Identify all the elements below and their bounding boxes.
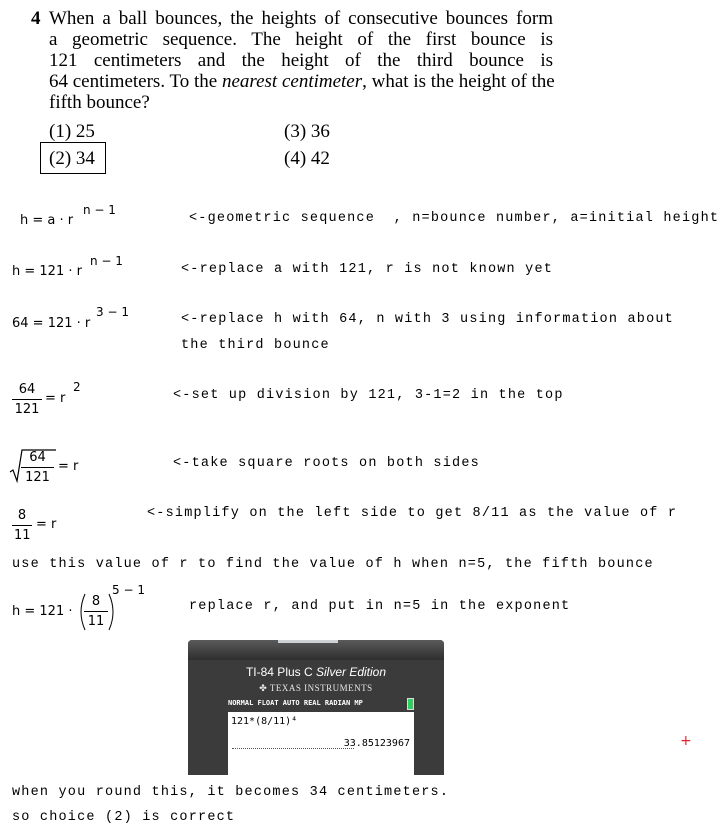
step4-numerator: 64 [18,382,36,397]
question-line-1: When a ball bounces, the heights of consecutive bounces form [49,8,553,29]
step8-denominator: 11 [87,614,105,629]
step4-rhs: = r [45,391,66,406]
step5-numerator: 64 [29,450,46,465]
question-line-3: 121 centimeters and the height of the third bounce is [49,50,553,71]
question-line-2: a geometric sequence. The height of the first bounce is [49,29,553,50]
step6-rhs: = r [36,517,57,532]
step2-note: <-replace a with 121, r is not known yet [181,262,554,277]
step5-rhs: = r [58,459,79,474]
choice-1: (1) 25 [49,121,95,142]
step8-exponent: 5 − 1 [112,583,145,597]
step6-denominator: 11 [14,528,31,543]
question-line-4: 64 centimeters. To the nearest centimeter, what is the height of the [49,71,555,92]
step5-denominator: 121 [25,470,50,485]
choice-2: (2) 34 [49,148,95,169]
step7-text: use this value of r to find the value of h when n=5, the fifth bounce [12,557,654,572]
step3-equation: 64 = 121 · r [12,316,91,331]
step2-equation: h = 121 · r [12,264,82,279]
step4-exponent: 2 [73,380,81,394]
step4-fraction [12,382,42,417]
step1-exponent: n − 1 [83,203,116,217]
final-line-2: so choice (2) is correct [12,810,236,825]
result-leader-dots [232,748,354,749]
step6-fraction [12,508,32,543]
plus-marker-icon: + [680,733,692,749]
calculator-status-bar: NORMAL FLOAT AUTO REAL RADIAN MP [228,699,363,707]
question-line-5: fifth bounce? [49,92,150,113]
choice-3: (3) 36 [284,121,330,142]
step1-note: <-geometric sequence , n=bounce number, a=initial height [189,211,720,226]
calculator-top-edge [278,640,338,643]
step2-exponent: n − 1 [90,254,123,268]
calculator-bezel [188,640,444,660]
step8-note: replace r, and put in n=5 in the exponent [189,599,571,614]
calculator-screenshot [188,640,444,775]
step4-note: <-set up division by 121, 3-1=2 in the top [173,388,564,403]
step3-note-line-1: <-replace h with 64, n with 3 using information about [181,312,674,327]
step5-fraction [21,450,54,485]
step5-note: <-take square roots on both sides [173,456,480,471]
step4-denominator: 121 [14,402,40,417]
calculator-expression: 121*(8/11)⁴ [231,716,298,727]
battery-icon [407,698,414,710]
calculator-result: 33.85123967 [343,738,410,749]
calculator-screen [228,712,414,775]
step6-note: <-simplify on the left side to get 8/11 as the value of r [147,506,678,521]
step8-numerator: 8 [91,594,101,609]
step8-equation: h = 121 · [12,604,73,619]
step1-equation: h = a · r [20,213,74,228]
answer-box [40,142,106,174]
step3-note-line-2: the third bounce [181,338,330,353]
step3-exponent: 3 − 1 [96,305,129,319]
emphasis-text: nearest centimeter [221,71,363,92]
calculator-brand: ✤ TEXAS INSTRUMENTS [259,683,373,693]
step8-fraction [84,594,108,629]
choice-4: (4) 42 [284,148,330,169]
question-number: 4 [31,8,41,29]
step6-numerator: 8 [17,508,27,523]
final-line-1: when you round this, it becomes 34 centimeters. [12,785,450,800]
calculator-model: TI-84 Plus C Silver Edition [245,665,387,679]
